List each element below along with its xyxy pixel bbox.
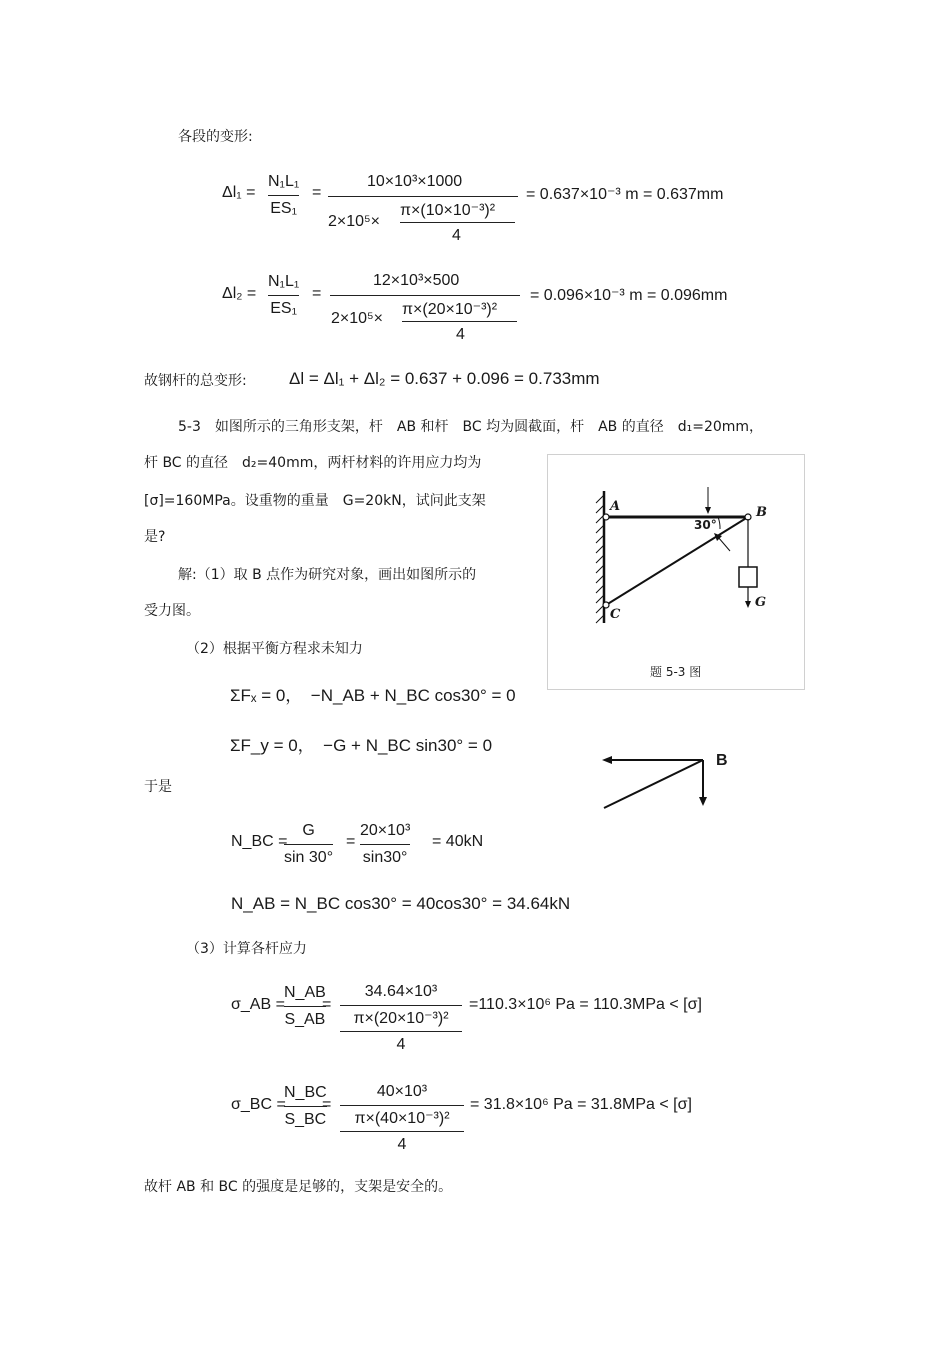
eq1-frac1-den: ES₁	[270, 200, 297, 217]
eq1-inner-num: π×(10×10⁻³)²	[400, 202, 496, 219]
eq1-frac1	[268, 172, 299, 219]
sum-fx-equation: ΣFₓ = 0， −N_AB + N_BC cos30° = 0	[230, 686, 516, 705]
eq1-frac2-den: 2×10⁵×	[328, 213, 381, 230]
sigma-ab-frac2-num: 34.64×10³	[364, 983, 438, 1000]
nbc-frac2-den: sin30°	[362, 849, 408, 866]
conclusion-text: 故杆 AB 和 BC 的强度是足够的，支架是安全的。	[144, 1179, 453, 1195]
figure-label-g: G	[755, 595, 767, 610]
sigma-bc-rhs: = 31.8×10⁶ Pa = 31.8MPa < [σ]	[470, 1096, 692, 1113]
nbc-frac2-num: 20×10³	[360, 822, 411, 839]
eq2-frac2-num: 12×10³×500	[373, 272, 460, 289]
total-equation: Δl = Δl₁ + Δl₂ = 0.637 + 0.096 = 0.733mm	[289, 369, 600, 388]
figure-label-a: A	[610, 499, 621, 514]
solution-step-3: （3）计算各杆应力	[186, 941, 307, 957]
sigma-ab-frac2-den: π×(20×10⁻³)²	[353, 1010, 449, 1027]
problem-line-1: 5-3 如图所示的三角形支架，杆 AB 和杆 BC 均为圆截面，杆 AB 的直径 d₁=20mm，	[178, 419, 764, 435]
truss-diagram	[548, 455, 804, 689]
figure-caption: 题 5-3 图	[650, 665, 702, 679]
sigma-ab-rhs: =110.3×10⁶ Pa = 110.3MPa < [σ]	[469, 996, 702, 1013]
eq2-rhs: = 0.096×10⁻³ m = 0.096mm	[530, 287, 728, 304]
solution-step-1b: 受力图。	[144, 603, 200, 619]
therefore-text: 于是	[144, 779, 172, 795]
sigma-ab-frac1-num: N_AB	[284, 984, 326, 1001]
eq2-frac1-num: N₁L₁	[268, 273, 300, 290]
eq1-frac2-bar	[328, 196, 518, 197]
total-label: 故钢杆的总变形:	[144, 373, 247, 389]
eq2-inner-num: π×(20×10⁻³)²	[402, 301, 498, 318]
sum-fy-equation: ΣF_y = 0， −G + N_BC sin30° = 0	[230, 736, 493, 755]
figure-angle-label: 30°	[694, 518, 717, 532]
sigma-bc-frac1-den: S_BC	[284, 1111, 327, 1128]
problem-line-3: [σ]=160MPa。设重物的重量 G=20kN，试问此支架	[144, 493, 486, 509]
eq2-frac1-den: ES₁	[270, 300, 297, 317]
sigma-ab-lhs: σ_AB =	[231, 996, 285, 1013]
eq1-lhs: Δl₁ =	[222, 184, 256, 201]
nbc-rhs: = 40kN	[432, 833, 484, 850]
figure-label-b: B	[756, 505, 767, 520]
eq2-frac2-den: 2×10⁵×	[331, 310, 384, 327]
heading-deformation: 各段的变形:	[178, 129, 253, 145]
eq2-lhs: Δl₂ =	[222, 285, 257, 302]
sigma-bc-frac2-den4: 4	[397, 1136, 407, 1153]
eq1-frac1-num: N₁L₁	[268, 173, 300, 190]
eq2-frac1	[268, 272, 299, 319]
problem-line-2: 杆 BC 的直径 d₂=40mm，两杆材料的许用应力均为	[144, 455, 482, 471]
eq1-inner-den: 4	[452, 227, 461, 244]
figure-5-3	[547, 454, 805, 690]
sigma-bc-lhs: σ_BC =	[231, 1096, 286, 1113]
sigma-bc-frac1-num: N_BC	[284, 1084, 327, 1101]
problem-line-4: 是?	[144, 529, 166, 545]
sigma-bc-frac2-num: 40×10³	[376, 1083, 428, 1100]
nbc-frac1-den: sin 30°	[284, 849, 334, 866]
nab-equation: N_AB = N_BC cos30° = 40cos30° = 34.64kN	[231, 894, 571, 913]
force-diagram-label-b: B	[716, 752, 728, 769]
solution-step-2: （2）根据平衡方程求未知力	[186, 641, 363, 657]
solution-step-1a: 解:（1）取 B 点作为研究对象，画出如图所示的	[178, 567, 477, 583]
eq1-rhs: = 0.637×10⁻³ m = 0.637mm	[526, 186, 724, 203]
figure-label-c: C	[610, 607, 621, 622]
sigma-ab-frac1-den: S_AB	[284, 1011, 326, 1028]
eq2-inner-den: 4	[456, 326, 465, 343]
nbc-frac1-num: G	[302, 822, 315, 839]
force-diagram-b	[596, 748, 736, 812]
eq1-frac2-num: 10×10³×1000	[367, 173, 463, 190]
sigma-bc-frac2-den: π×(40×10⁻³)²	[354, 1110, 450, 1127]
sigma-ab-frac2-den4: 4	[396, 1036, 406, 1053]
nbc-lhs: N_BC =	[231, 833, 288, 850]
